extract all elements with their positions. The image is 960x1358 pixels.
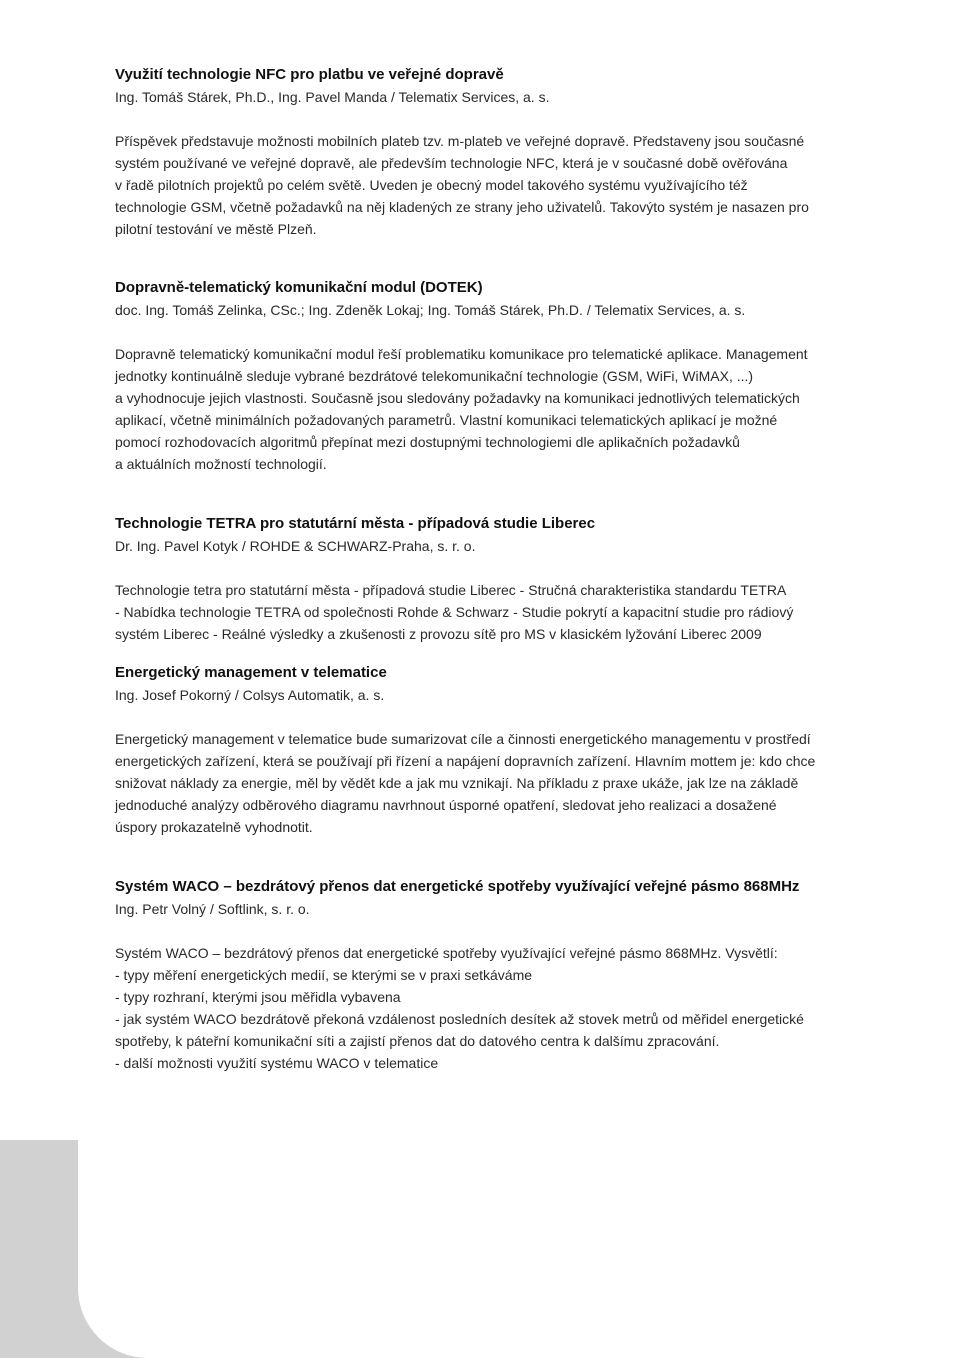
body-line: - typy rozhraní, kterými jsou měřidla vybavena: [115, 989, 401, 1005]
abstract-nfc: [115, 64, 809, 240]
abstract-title: Dopravně-telematický komunikační modul (DOTEK): [115, 279, 483, 296]
body-line: pilotní testování ve městě Plzeň.: [115, 221, 317, 237]
body-line: - další možnosti využití systému WACO v telematice: [115, 1055, 439, 1071]
body-line: v řadě pilotních projektů po celém světě. Uveden je obecný model takového systému využívajícího též: [115, 177, 748, 193]
abstract-authors: Dr. Ing. Pavel Kotyk / ROHDE & SCHWARZ-Praha, s. r. o.: [115, 538, 476, 554]
body-line: Systém WACO – bezdrátový přenos dat energetické spotřeby využívající veřejné pásmo 868MHz. Vysvětlí:: [115, 945, 778, 961]
body-line: Příspěvek představuje možnosti mobilních plateb tzv. m-plateb ve veřejné dopravě. Představeny jsou současné: [115, 133, 805, 149]
body-line: Energetický management v telematice bude sumarizovat cíle a činnosti energetického managementu v prostředí: [115, 731, 811, 747]
abstract-body: [115, 942, 804, 1074]
body-line: pomocí rozhodovacích algoritmů přepínat mezi dostupnými technologiemi dle aplikačních požadavků: [115, 434, 740, 450]
abstract-body: [115, 343, 808, 475]
body-line: jednotky kontinuálně sleduje vybrané bezdrátové telekomunikační technologie (GSM, WiFi, WiMAX, ...): [115, 368, 754, 384]
body-line: úspory prokazatelně vyhodnotit.: [115, 819, 313, 835]
abstract-title: Systém WACO – bezdrátový přenos dat energetické spotřeby využívající veřejné pásmo 868MHz: [115, 878, 800, 895]
body-line: - jak systém WACO bezdrátově překoná vzdálenost posledních desítek až stovek metrů od měřidel energetické: [115, 1011, 804, 1027]
body-line: systém Liberec - Reálné výsledky a zkušenosti z provozu sítě pro MS v klasickém lyžování Liberec 2009: [115, 626, 762, 642]
abstract-body: [115, 130, 809, 240]
abstract-tetra: [115, 513, 793, 645]
abstract-authors: Ing. Josef Pokorný / Colsys Automatik, a. s.: [115, 687, 385, 703]
body-line: Dopravně telematický komunikační modul řeší problematiku komunikace pro telematické aplikace. Management: [115, 346, 808, 362]
body-line: snižovat náklady za energie, měl by vědět kde a jak mu vznikají. Na příkladu z praxe ukáže, jak lze na základě: [115, 775, 799, 791]
abstract-authors: Ing. Petr Volný / Softlink, s. r. o.: [115, 901, 310, 917]
abstract-title: Energetický management v telematice: [115, 664, 387, 681]
body-line: aplikací, včetně minimálních požadovaných parametrů. Vlastní komunikaci telematických aplikací je možné: [115, 412, 778, 428]
abstract-title: Technologie TETRA pro statutární města - případová studie Liberec: [115, 515, 596, 532]
body-line: systém používané ve veřejné dopravě, ale především technologie NFC, která je v současné době ověřována: [115, 155, 788, 171]
abstract-authors: doc. Ing. Tomáš Zelinka, CSc.; Ing. Zdeněk Lokaj; Ing. Tomáš Stárek, Ph.D. / Telematix Services, a. s.: [115, 302, 746, 318]
abstract-body: [115, 728, 815, 838]
body-line: energetických zařízení, která se používají při řízení a napájení dopravních zařízení. Hlavním mottem je: kdo chce: [115, 753, 816, 769]
abstract-energy: [115, 662, 815, 838]
abstract-waco: [115, 876, 804, 1074]
body-line: jednoduché analýzy odběrového diagramu navrhnout úsporné opatření, sledovat jeho realizaci a dosažené: [115, 797, 777, 813]
body-line: - typy měření energetických medií, se kterými se v praxi setkáváme: [115, 967, 533, 983]
abstract-title: Využití technologie NFC pro platbu ve veřejné dopravě: [115, 66, 504, 83]
abstract-authors: Ing. Tomáš Stárek, Ph.D., Ing. Pavel Manda / Telematix Services, a. s.: [115, 89, 550, 105]
abstract-dotek: [115, 277, 808, 475]
body-line: technologie GSM, včetně požadavků na něj kladených ze strany jeho uživatelů. Takovýto systém je nasazen pro: [115, 199, 809, 215]
body-line: - Nabídka technologie TETRA od společnosti Rohde & Schwarz - Studie pokrytí a kapacitní studie pro rádiový: [115, 604, 794, 620]
body-line: a vyhodnocuje jejich vlastnosti. Současně jsou sledovány požadavky na komunikaci jednotlivých telematických: [115, 390, 800, 406]
body-line: spotřeby, k páteřní komunikační síti a zajistí přenos dat do datového centra k dalšímu zpracování.: [115, 1033, 720, 1049]
abstract-body: [115, 579, 793, 645]
body-line: Technologie tetra pro statutární města - případová studie Liberec - Stručná charakteristika standardu TETRA: [115, 582, 787, 598]
body-line: a aktuálních možností technologií.: [115, 456, 327, 472]
